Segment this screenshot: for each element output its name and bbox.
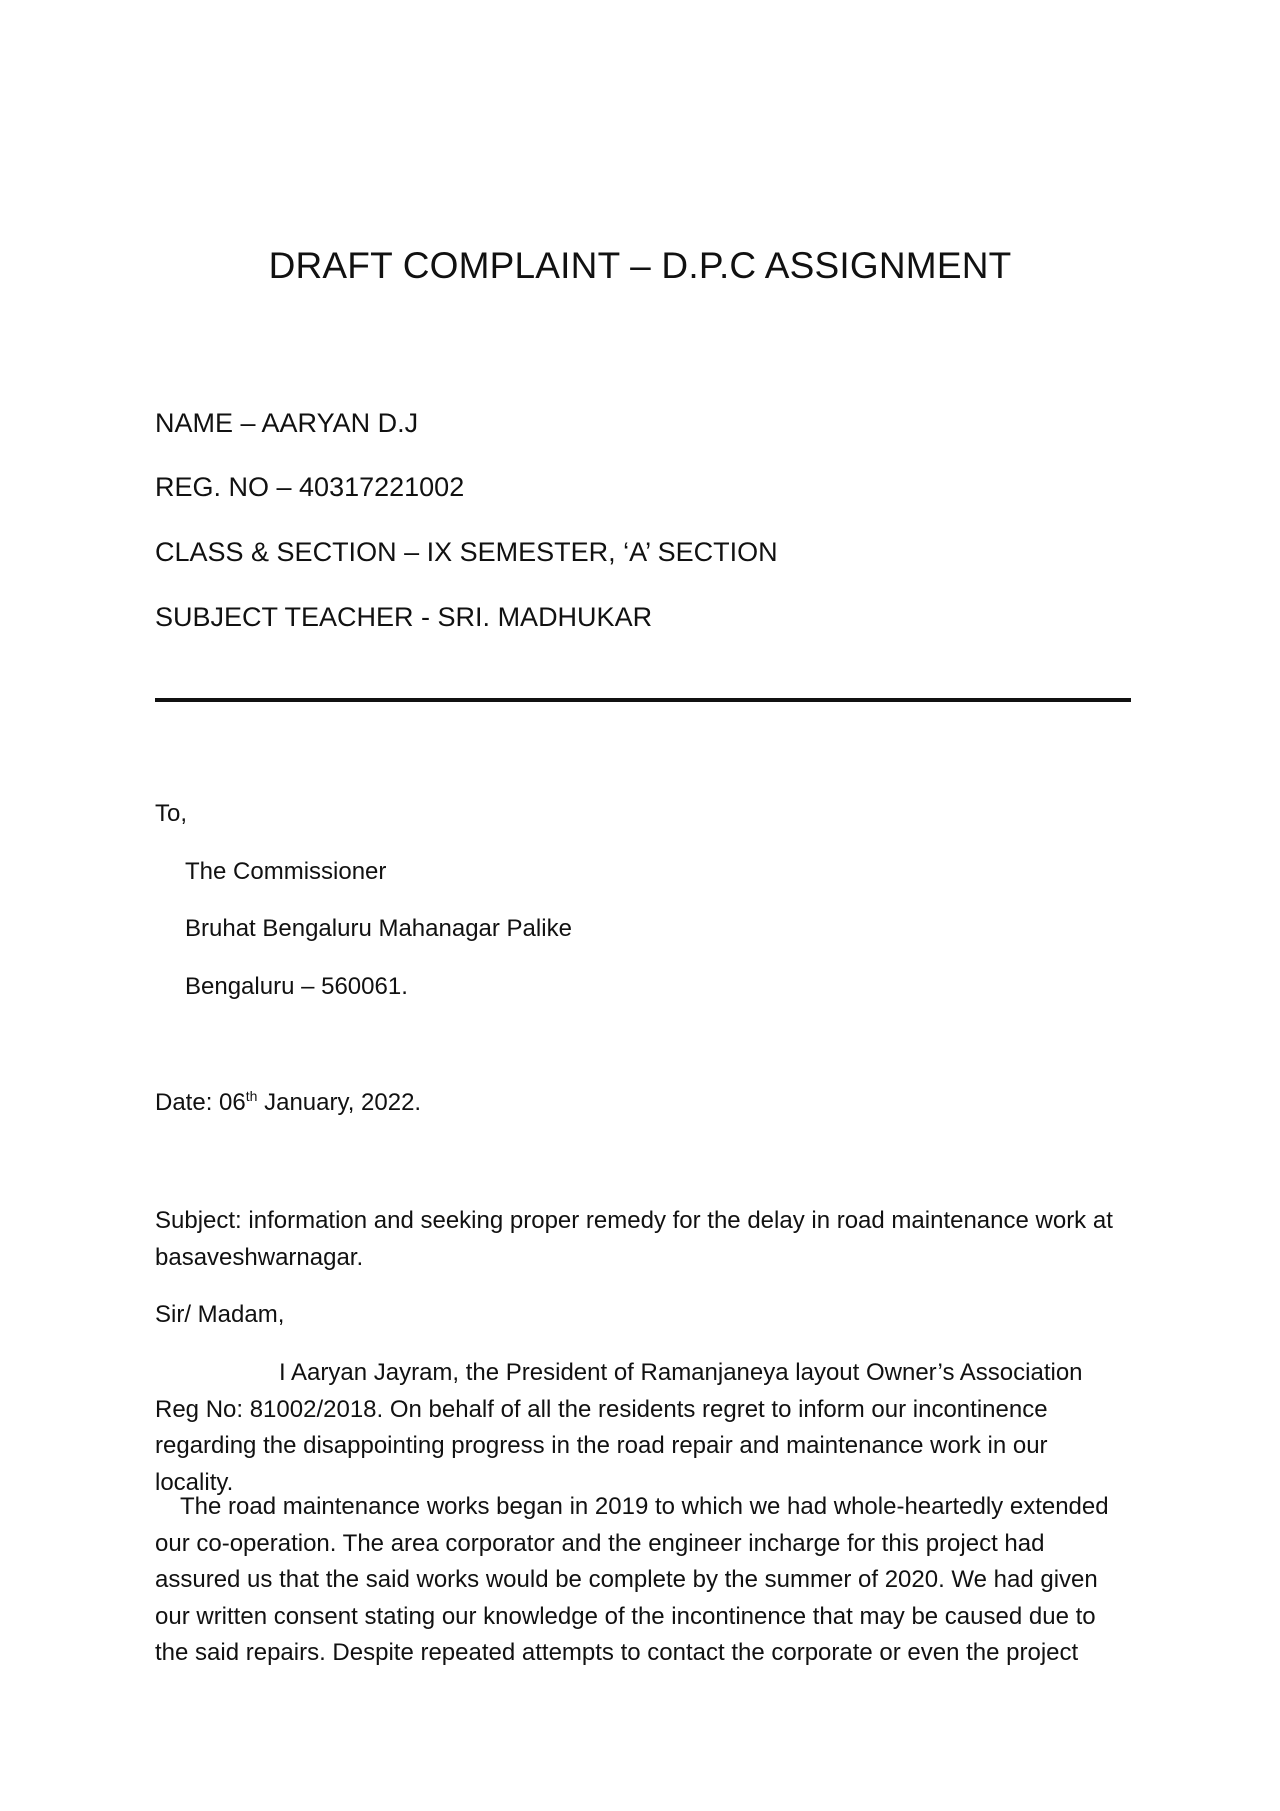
document-title: DRAFT COMPLAINT – D.P.C ASSIGNMENT [268,245,1012,286]
registration-number-line: REG. NO – 40317221002 [155,472,465,502]
paragraph-text: The road maintenance works began in 2019 to which we had whole-heartedly extended our co-operation. The area corporator and the engineer incharge for this project had assured us that the said works would be complete by the summer of 2020. We had given our written consent stating our knowledge of the incontinence that may be caused due to the said repairs. Despite repeated attempts to contact the corporate or even the project [155,1493,1109,1666]
recipient-salutation: To, [155,800,188,827]
letter-greeting: Sir/ Madam, [155,1301,285,1328]
separator-line [155,698,1131,702]
recipient-city: Bengaluru – 560061. [185,973,408,1000]
paragraph-text: I Aaryan Jayram, the President of Ramanjaneya layout Owner’s Association Reg No: 81002/2018. On behalf of all the residents regret to inform our incontinence regarding the disappointing progress in the road repair and maintenance work in our locality. [155,1359,1083,1496]
letter-date [155,1088,421,1118]
date-ordinal: th [245,1088,258,1104]
letter-paragraph-1 [155,1355,1131,1501]
date-prefix: Date: 06 [155,1089,246,1116]
letter-paragraph-2 [155,1489,1131,1672]
letter-subject [155,1203,1131,1276]
date-suffix: January, 2022. [257,1089,422,1116]
recipient-organization: Bruhat Bengaluru Mahanagar Palike [185,915,572,942]
student-name-line: NAME – AARYAN D.J [155,408,419,438]
subject-teacher-line: SUBJECT TEACHER - SRI. MADHUKAR [155,602,653,632]
subject-text: Subject: information and seeking proper remedy for the delay in road maintenance work at basaveshwarnagar. [155,1207,1113,1271]
recipient-title: The Commissioner [185,858,387,885]
class-section-line: CLASS & SECTION – IX SEMESTER, ‘A’ SECTION [155,537,778,567]
